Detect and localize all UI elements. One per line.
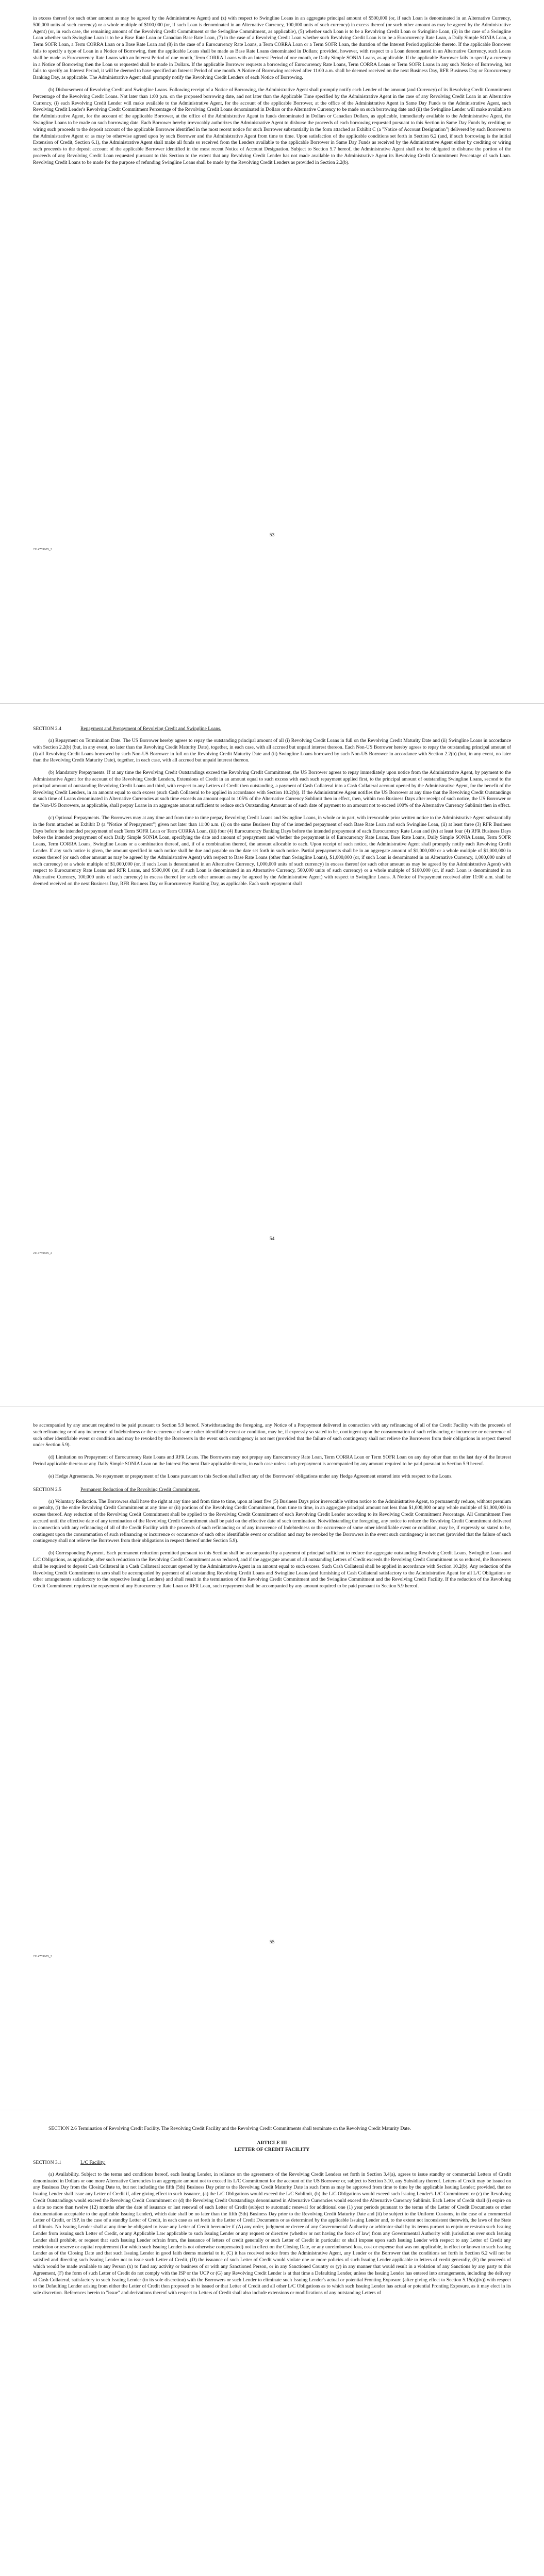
page-number: 54: [269, 1236, 275, 1242]
paragraph: (a) Repayment on Termination Date. The US Borrower hereby agrees to repay the outstanding principal amount of all (i) Revolving Credit Loans in full on the Revolving Credit Maturity Date and (ii) Swingline Loans in accordance with Section 2.2(b) (but, in any event, no later than the Revolving Credit Maturity Date), together, in each case, with all accrued but unpaid interest thereon. Each Non-US Borrower hereby agrees to repay the outstanding principal amount of (i) all Revolving Credit Loans borrowed by such Non-US Borrower in full on the Revolving Credit Maturity Date and (ii) Swingline Loans borrowed by such Non-US Borrower in accordance with Section 2.2(b) (but, in any event, no later than the Revolving Credit Maturity Date), together, in each case, with all accrued but unpaid interest thereon.: [33, 738, 511, 764]
article-title: ARTICLE III: [257, 2140, 287, 2146]
section-number: SECTION 2.4: [33, 726, 61, 732]
section-heading: [33, 1486, 511, 1493]
page-body: [33, 1422, 511, 1590]
page-body: [33, 725, 511, 888]
document-id: 2114759605_2: [33, 548, 52, 551]
document-id: 2114759605_2: [33, 1955, 52, 1958]
paragraph: SECTION 2.6 Termination of Revolving Credit Facility. The Revolving Credit Facility and the Revolving Credit Commitments shall terminate on the Revolving Credit Maturity Date.: [48, 2126, 411, 2131]
paragraph: (d) Limitation on Prepayment of Eurocurrency Rate Loans and RFR Loans. The Borrowers may not prepay any Eurocurrency Rate Loan, Term CORRA Loan or Term SOFR Loan on any day other than on the last day of the Interest Period applicable thereto or any Daily Simple SONIA Loan on the Interest Payment Date applicable thereto, in each case unless such prepayment is accompanied by any amount required to be paid pursuant to Section 5.9 hereof.: [33, 1454, 511, 1467]
paragraph: (c) Optional Prepayments. The Borrowers may at any time and from time to time prepay Revolving Credit Loans and Swingline Loans, in whole or in part, with irrevocable prior written notice to the Administrative Agent substantially in the form attached as Exhibit D (a "Notice of Prepayment") given not later than 11:00 a.m. (i) on the same Business Day of the intended prepayment of each Base Rate Loan and each Swingline Loan, (ii) at least three (3) RFR Business Days before the intended prepayment of each Term SOFR Loan or Term CORRA Loan, (iii) four (4) Eurocurrency Banking Days before the intended prepayment of each Eurocurrency Rate Loan and (iv) at least four (4) RFR Business Days before the intended prepayment of each Daily Simple SONIA Loan, specifying the date and amount of prepayment and whether the prepayment is of Eurocurrency Rate Loans, Base Rate Loans, Daily Simple SONIA Loans, Term SOFR Loans, Term CORRA Loans, Swingline Loans or a combination thereof, and, if of a combination thereof, the amount allocable to each. Upon receipt of such notice, the Administrative Agent shall promptly notify each Revolving Credit Lender. If any such notice is given, the amount specified in such notice shall be due and payable on the date set forth in such notice. Partial prepayments shall be in an aggregate amount of $1,000,000 or a whole multiple of $1,000,000 in excess thereof (or such other amount as may be agreed by the Administrative Agent) with respect to Base Rate Loans (other than Swingline Loans), $1,000,000 (or, if such Loan is denominated in an Alternative Currency, 1,000,000 units of such currency) or a whole multiple of $1,000,000 (or, if such Loan is denominated in an Alternative Currency, 1,000,000 units of such currency) in excess thereof (or such other amount as may be agreed by the Administrative Agent) with respect to Eurocurrency Rate Loans and RFR Loans, and $500,000 (or, if such Loan is denominated in an Alternative Currency, 500,000 units of such currency) or a whole multiple of $100,000 (or, if such Loan is denominated in an Alternative Currency, 100,000 units of such currency) in excess thereof (or such other amount as may be agreed by the Administrative Agent) with respect to Swingline Loans. A Notice of Prepayment received after 11:00 a.m. shall be deemed received on the next Business Day, RFR Business Day or Eurocurrency Banking Day, as applicable. Each such repayment shall: [33, 815, 511, 887]
page-53: [0, 0, 544, 703]
page-body: [33, 15, 511, 166]
section-heading: [33, 725, 511, 732]
paragraph: (b) Corresponding Payment. Each permanent reduction permitted pursuant to this Section shall be accompanied by a payment of principal sufficient to reduce the aggregate outstanding Revolving Credit Loans, Swingline Loans and L/C Obligations, as applicable, after such reduction to the Revolving Credit Commitment as so reduced, and if the aggregate amount of all outstanding Letters of Credit exceeds the Revolving Credit Commitment as so reduced, the Borrowers shall be required to deposit Cash Collateral in a Cash Collateral account opened by the Administrative Agent in an amount equal to such excess. Such Cash Collateral shall be applied in accordance with Section 10.2(b). Any reduction of the Revolving Credit Commitment to zero shall be accompanied by payment of all outstanding Revolving Credit Loans and Swingline Loans (and furnishing of Cash Collateral satisfactory to the Administrative Agent for all L/C Obligations or other arrangements satisfactory to the respective Issuing Lenders) and shall result in the termination of the Revolving Credit Commitment and the Swingline Commitment and the Revolving Credit Facility. If the reduction of the Revolving Credit Commitment requires the repayment of any Eurocurrency Rate Loan or RFR Loan, such repayment shall be accompanied by any amount required to be paid pursuant to Section 5.9 hereof.: [33, 1550, 511, 1589]
page-number: 53: [269, 532, 275, 538]
section-heading: [33, 2159, 511, 2166]
page-56: [0, 2110, 544, 2576]
section-title: Repayment and Prepayment of Revolving Credit and Swingline Loans.: [80, 726, 222, 732]
paragraph: (b) Mandatory Prepayments. If at any time the Revolving Credit Outstandings exceed the Revolving Credit Commitment, the US Borrower agrees to repay immediately upon notice from the Administrative Agent, by payment to the Administrative Agent for the account of the Revolving Credit Lenders, Extensions of Credit in an amount equal to such excess with each such repayment applied first, to the principal amount of outstanding Swingline Loans, second to the principal amount of outstanding Revolving Credit Loans and third, with respect to any Letters of Credit then outstanding, a payment of Cash Collateral into a Cash Collateral account opened by the Administrative Agent, for the benefit of the Revolving Credit Lenders, in an amount equal to such excess (such Cash Collateral to be applied in accordance with Section 10.2(b)). If the Administrative Agent notifies the US Borrower at any time that the Revolving Credit Outstandings at such time of Loans denominated in Alternative Currencies at such time exceeds an amount equal to 105% of the Alternative Currency Sublimit then in effect, then, within two Business Days after receipt of such notice, the US Borrower or the Non-US Borrowers, as applicable, shall prepay Loans in an aggregate amount sufficient to reduce such Outstanding Amount as of such date of payment to an amount not to exceed 100% of the Alternative Currency Sublimit then in effect.: [33, 770, 511, 809]
page-55: [0, 1406, 544, 2110]
page-54: [0, 703, 544, 1406]
section-number: SECTION 3.1: [33, 2159, 61, 2165]
paragraph: (b) Disbursement of Revolving Credit and Swingline Loans. Following receipt of a Notice of Borrowing, the Administrative Agent shall promptly notify each Lender of the amount (and Currency) of its Revolving Credit Commitment Percentage of the Revolving Credit Loans. Not later than 1:00 p.m. on the proposed borrowing date, and not later than the Applicable Time specified by the Administrative Agent in the case of any Revolving Credit Loan in an Alternative Currency, (i) each Revolving Credit Lender will make available to the Administrative Agent, for the account of the applicable Borrower, at the office of the Administrative Agent in Same Day Funds to the Administrative Agent, such Revolving Credit Lender's Revolving Credit Commitment Percentage of the Revolving Credit Loans denominated in Dollars or the Alternative Currency to be made on such borrowing date and (ii) the Swingline Lender will make available to the Administrative Agent, for the account of the applicable Borrower, at the office of the Administrative Agent in funds denominated in Dollars or Canadian Dollars, as applicable, immediately available to the Administrative Agent, the Swingline Loans to be made on such borrowing date. Each Borrower hereby irrevocably authorizes the Administrative Agent to disburse the proceeds of each borrowing requested pursuant to this Section in Same Day Funds by crediting or wiring such proceeds to the deposit account of the applicable Borrower identified in the most recent notice for such Borrower substantially in the form attached as Exhibit C (a "Notice of Account Designation") delivered by such Borrower to the Administrative Agent or as may be otherwise agreed upon by such Borrower and the Administrative Agent from time to time. Upon satisfaction of the applicable conditions set forth in Section 6.2 (and, if such borrowing is the initial Extension of Credit, Section 6.1), the Administrative Agent shall make all funds so received from the Lenders available to the applicable Borrower in Same Day Funds as received by the Administrative Agent either by crediting or wiring such proceeds to the deposit account of the applicable Borrower identified in the most recent Notice of Account Designation. Subject to Section 5.7 hereof, the Administrative Agent shall not be obligated to disburse the portion of the proceeds of any Revolving Credit Loan requested pursuant to this Section to the extent that any Revolving Credit Lender has not made available to the Administrative Agent its Revolving Credit Commitment Percentage of such Loan. Revolving Credit Loans to be made for the purpose of refunding Swingline Loans shall be made by the Revolving Credit Lenders as provided in Section 2.2(b).: [33, 87, 511, 165]
page-number: 55: [269, 1939, 275, 1945]
paragraph: be accompanied by any amount required to be paid pursuant to Section 5.9 hereof. Notwithstanding the foregoing, any Notice of a Prepayment delivered in connection with any refinancing of all of the Credit Facility with the proceeds of such refinancing or of any incurrence of Indebtedness or the occurrence of some other identifiable event or condition, may be, if expressly so stated to be, contingent upon the consummation of such refinancing or incurrence or occurrence of such other identifiable event or condition and may be revoked by the Borrowers in the event such contingency is not met (provided that the failure of such contingency shall not relieve the Borrowers from their obligations in respect thereof under Section 5.9).: [33, 1422, 511, 1448]
section-title: L/C Facility.: [80, 2159, 106, 2165]
paragraph: (a) Voluntary Reduction. The Borrowers shall have the right at any time and from time to time, upon at least five (5) Business Days prior irrevocable written notice to the Administrative Agent, to permanently reduce, without premium or penalty, (i) the entire Revolving Credit Commitment at any time or (ii) portions of the Revolving Credit Commitment, from time to time, in an aggregate principal amount not less than $1,000,000 or any whole multiple of $1,000,000 in excess thereof. Any reduction of the Revolving Credit Commitment shall be applied to the Revolving Credit Commitment of each Revolving Credit Lender according to its Revolving Credit Commitment Percentage. All Commitment Fees accrued until the effective date of any termination of the Revolving Credit Commitment shall be paid on the effective date of such termination. Notwithstanding the foregoing, any notice to reduce the Revolving Credit Commitment delivered in connection with any refinancing of all of the Credit Facility with the proceeds of such refinancing or of any incurrence of Indebtedness or the occurrence of some other identifiable event or condition, may be, if expressly so stated to be, contingent upon the consummation of such refinancing or incurrence or occurrence of such other identifiable event or condition and may be revoked by the Borrowers in the event such contingency is not met (provided that the failure of such contingency shall not relieve the Borrowers from their obligations in respect thereof under Section 5.9).: [33, 1498, 511, 1544]
page-body: [33, 2126, 511, 2297]
article-subtitle: LETTER OF CREDIT FACILITY: [234, 2146, 310, 2153]
section-number: SECTION 2.5: [33, 1486, 61, 1493]
paragraph: in excess thereof (or such other amount as may be agreed by the Administrative Agent) and (z) with respect to Swingline Loans in an aggregate principal amount of $500,000 (or, if such Loan is denominated in an Alternative Currency, 500,000 units of such currency) or a whole multiple of $100,000 (or, if such Loan is denominated in an Alternative Currency, 100,000 units of such currency) in excess thereof (or such other amount as may be agreed by the Administrative Agent) (or, in each case, the remaining amount of the Revolving Credit Commitment or the Swingline Commitment, as applicable), (5) whether such Loan is to be a Revolving Credit Loan or Swingline Loan, (6) in the case of a Swingline Loan whether such Swingline Loan is to be a Base Rate Loan or Canadian Base Rate Loan, (7) in the case of a Revolving Credit Loan whether such Revolving Credit Loan is to be a Eurocurrency Rate Loan, a Daily Simple SONIA Loan, a Term SOFR Loan, a Term CORRA Loan or a Base Rate Loan and (8) in the case of a Eurocurrency Rate Loans, a Term CORRA Loan or a Term SOFR Loan, the duration of the Interest Period applicable thereto. If the applicable Borrower fails to specify a type of Loan in a Notice of Borrowing, then the applicable Loans shall be made as Base Rate Loans denominated in Dollars; provided, however, with respect to a Loan denominated in an Alternative Currency, such Loans shall be made as Eurocurrency Rate Loans with an Interest Period of one month, Term CORRA Loans with an Interest Period of one month, or Daily Simple SONIA Loans, as applicable. If the applicable Borrower fails to specify a currency in a Notice of Borrowing then the Loan so requested shall be made in Dollars. If the applicable Borrower requests a borrowing of Eurocurrency Rate Loans, Term CORRA Loans or Term SOFR Loans in any such Notice of Borrowing, but fails to specify an Interest Period, it will be deemed to have specified an Interest Period of one month. A Notice of Borrowing received after 11:00 a.m. shall be deemed received on the next Business Day, RFR Business Day or Eurocurrency Banking Day, as applicable. The Administrative Agent shall promptly notify the Revolving Credit Lenders of each Notice of Borrowing.: [33, 15, 511, 81]
paragraph: (a) Availability. Subject to the terms and conditions hereof, each Issuing Lender, in reliance on the agreements of the Revolving Credit Lenders set forth in Section 3.4(a), agrees to issue standby or commercial Letters of Credit denominated in Dollars or one more Alternative Currencies in an aggregate amount not to exceed its L/C Commitment for the account of the US Borrower or, subject to Section 3.10, any Subsidiary thereof. Letters of Credit may be issued on any Business Day from the Closing Date to, but not including the fifth (5th) Business Day prior to the Revolving Credit Maturity Date in such form as may be approved from time to time by the applicable Issuing Lender; provided, that no Issuing Lender shall issue any Letter of Credit if, after giving effect to such issuance, (a) the L/C Obligations would exceed the L/C Sublimit, (b) the L/C Obligations would exceed such Issuing Lender's L/C Commitment or (c) the Revolving Credit Outstandings would exceed the Revolving Credit Commitment or (d) the Revolving Credit Outstandings denominated in Alternative Currencies would exceed the Alternative Currency Sublimit. Each Letter of Credit shall (i) expire on a date no more than twelve (12) months after the date of issuance or last renewal of such Letter of Credit (subject to automatic renewal for additional one (1) year periods pursuant to the terms of the Letter of Credit Documents or other documentation acceptable to the applicable Issuing Lender), which date shall be no later than the fifth (5th) Business Day prior to the Revolving Credit Maturity Date and (ii) be subject to the Uniform Customs, in the case of a commercial Letter of Credit, or ISP, in the case of a standby Letter of Credit, in each case as set forth in the Letter of Credit Documents or as determined by the applicable Issuing Lender and, to the extent not inconsistent therewith, the laws of the State of Illinois. No Issuing Lender shall at any time be obligated to issue any Letter of Credit hereunder if (A) any order, judgment or decree of any Governmental Authority or arbitrator shall by its terms purport to enjoin or restrain such Issuing Lender from issuing such Letter of Credit, or any Applicable Law applicable to such Issuing Lender or any request or directive (whether or not having the force of law) from any Governmental Authority with jurisdiction over such Issuing Lender shall prohibit, or request that such Issuing Lender refrain from, the issuance of letters of credit generally or such Letter of Credit in particular or shall impose upon such Issuing Lender with respect to any Letter of Credit any restriction or reserve or capital requirement (for which such Issuing Lender is not otherwise compensated) not in effect on the Closing Date, or any unreimbursed loss, cost or expense that was not applicable, in effect or known to such Issuing Lender as of the Closing Date and that such Issuing Lender in good faith deems material to it, (C) it has received notice from the Administrative Agent, any Lender or the Borrower that the conditions set forth in Section 6.2 will not be satisfied and directing such Issuing Lender not to issue such Letter of Credit, (D) the issuance of such Letter of Credit would violate one or more policies of such Issuing Lender applicable to letters of credit generally, (E) the proceeds of which would be made available to any Person (x) to fund any activity or business of or with any Sanctioned Person, or in any Sanctioned Country or (y) in any manner that would result in a violation of any Sanctions by any party to this Agreement, (F) the form of such Letter of Credit do not comply with the ISP or the UCP or (G) any Revolving Credit Lender is at that time a Defaulting Lender, unless the Issuing Lender has entered into arrangements, including the delivery of Cash Collateral, satisfactory to such Issuing Lender (in its sole discretion) with the Borrowers or such Lender to eliminate such Issuing Lender's actual or potential Fronting Exposure (after giving effect to Section 5.15(a)(iv)) with respect to the Defaulting Lender arising from either the Letter of Credit then proposed to be issued or that Letter of Credit and all other L/C Obligations as to which such Issuing Lender has actual or potential Fronting Exposure, as it may elect in its sole discretion. References herein to "issue" and derivations thereof with respect to Letters of Credit shall also include extensions or modifications of any outstanding Letters of: [33, 2171, 511, 2296]
section-title: Permanent Reduction of the Revolving Credit Commitment.: [80, 1486, 200, 1493]
paragraph: (e) Hedge Agreements. No repayment or prepayment of the Loans pursuant to this Section shall affect any of the Borrowers' obligations under any Hedge Agreement entered into with respect to the Loans.: [48, 1473, 453, 1479]
document-id: 2114759605_2: [33, 1251, 52, 1255]
